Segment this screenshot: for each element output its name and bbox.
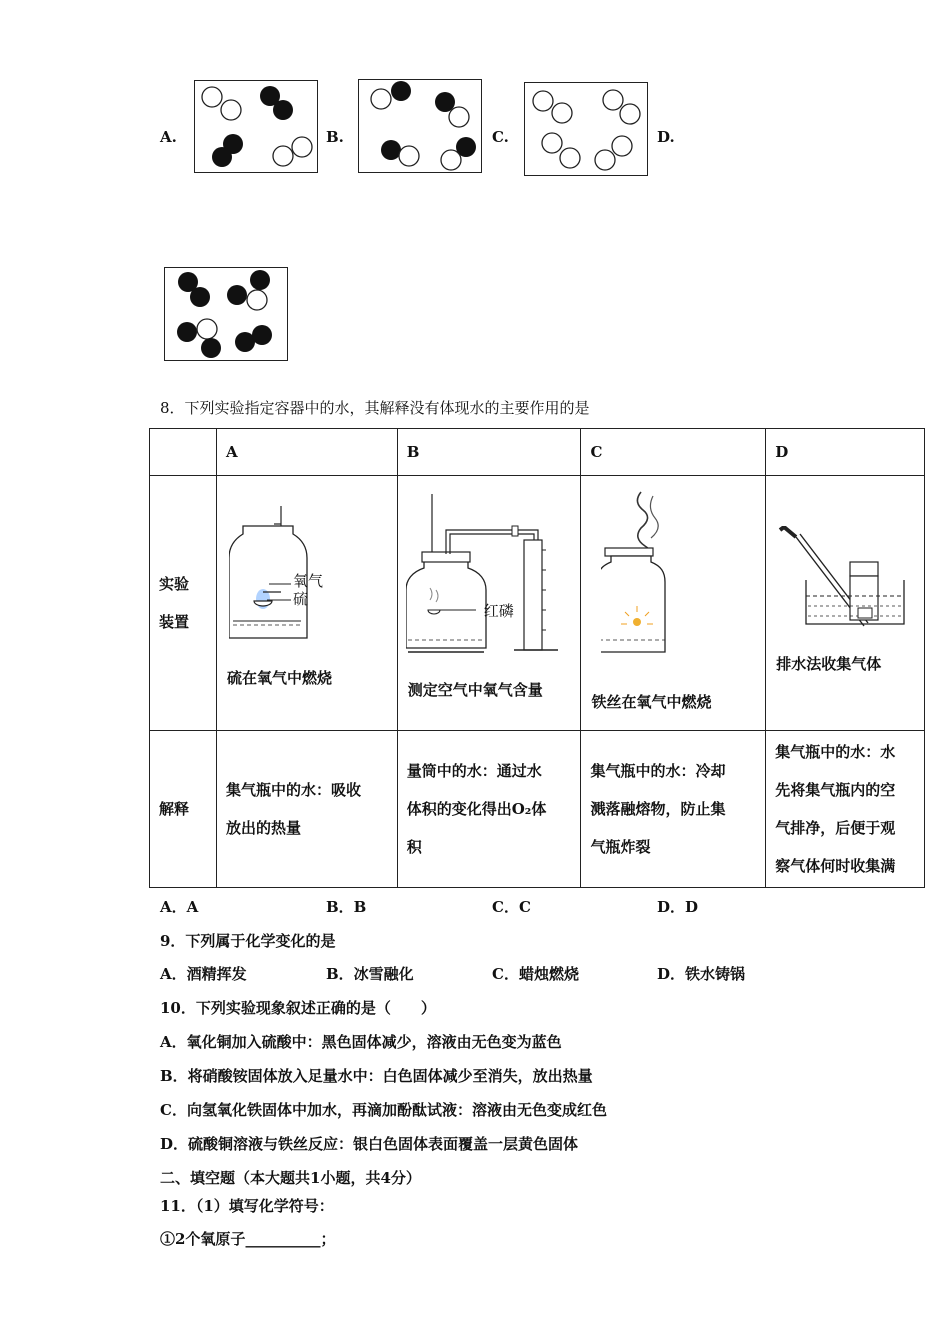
q7-option-c-label: C. (492, 128, 509, 146)
apparatus-a-cell (216, 476, 397, 731)
q8-answer-a[interactable]: A．A (160, 898, 199, 916)
caption-a: 硫在氧气中燃烧 (226, 669, 332, 687)
header-empty-cell (150, 429, 217, 476)
q8-title: 8．下列实验指定容器中的水，其解释没有体现水的主要作用的是 (160, 399, 590, 417)
q9-answer-c[interactable]: C．蜡烛燃烧 (492, 965, 579, 983)
q9-title: 9．下列属于化学变化的是 (160, 932, 336, 950)
explanation-line: 体积的变化得出O₂体 (406, 800, 547, 818)
experiment-table (149, 428, 925, 888)
apparatus-row (150, 476, 925, 731)
q7-option-c-diagram (524, 82, 648, 176)
label-sulfur: 硫 (292, 590, 308, 608)
explanation-c (581, 731, 766, 888)
q8-answer-c[interactable]: C．C (492, 898, 531, 916)
apparatus-c-cell (581, 476, 766, 731)
q11-item-1[interactable]: ①2个氧原子__________； (160, 1230, 336, 1248)
header-col-b: B (397, 429, 581, 476)
explanation-row-label: 解释 (150, 731, 217, 888)
q10-option-a[interactable]: A．氧化铜加入硫酸中：黑色固体减少，溶液由无色变为蓝色 (160, 1033, 562, 1051)
row-label-line: 实验 (159, 575, 190, 593)
q11-title: 11．（1）填写化学符号： (160, 1197, 334, 1215)
q9-answer-b[interactable]: B．冰雪融化 (326, 965, 414, 983)
explanation-line: 积 (406, 838, 422, 856)
caption-c: 铁丝在氧气中燃烧 (591, 693, 712, 711)
header-col-c: C (581, 429, 766, 476)
q10-option-b[interactable]: B．将硝酸铵固体放入足量水中：白色固体减少至消失，放出热量 (160, 1067, 593, 1085)
oxygen-content-figure (406, 490, 576, 665)
q10-option-c[interactable]: C．向氢氧化铁固体中加水，再滴加酚酞试液：溶液由无色变成红色 (160, 1101, 607, 1119)
explanation-row (150, 731, 925, 888)
explanation-line: 溅落融熔物，防止集 (590, 800, 726, 818)
apparatus-b-cell (397, 476, 581, 731)
q8-answer-d[interactable]: D．D (657, 898, 699, 916)
q8-answer-b[interactable]: B．B (326, 898, 367, 916)
explanation-line: 集气瓶中的水：吸收 (225, 781, 361, 799)
q7-option-b-diagram (358, 79, 482, 173)
caption-d: 排水法收集气体 (776, 655, 882, 673)
iron-combustion-figure (601, 486, 701, 656)
apparatus-row-label (150, 476, 217, 731)
q9-answer-a[interactable]: A．酒精挥发 (160, 965, 247, 983)
header-col-d: D (766, 429, 925, 476)
q7-option-a-diagram (194, 80, 318, 173)
q7-option-d-diagram (164, 267, 288, 361)
explanation-line: 气排净，后便于观 (775, 819, 896, 837)
particles-c-figure (525, 83, 647, 175)
apparatus-d-cell (766, 476, 925, 731)
particles-a-figure (195, 81, 317, 172)
table-header-row (150, 429, 925, 476)
q7-option-d-label: D. (657, 128, 675, 146)
explanation-line: 先将集气瓶内的空 (775, 781, 896, 799)
section-2-heading: 二、填空题（本大题共1小题，共4分） (160, 1169, 421, 1187)
particles-d-figure (165, 268, 287, 360)
explanation-line: 放出的热量 (225, 819, 301, 837)
label-oxygen: 氧气 (292, 572, 323, 590)
explanation-d (766, 731, 925, 888)
particles-b-figure (359, 80, 481, 172)
row-label-line: 装置 (159, 613, 190, 631)
explanation-line: 集气瓶中的水：冷却 (590, 762, 726, 780)
explanation-a (216, 731, 397, 888)
q10-title: 10．下列实验现象叙述正确的是（ ） (160, 999, 436, 1017)
water-displacement-figure (774, 526, 914, 646)
explanation-line: 察气体何时收集满 (775, 857, 896, 875)
label-red-phosphorus: 红磷 (483, 602, 514, 620)
q10-option-d[interactable]: D．硫酸铜溶液与铁丝反应：银白色固体表面覆盖一层黄色固体 (160, 1135, 579, 1153)
explanation-line: 量筒中的水：通过水 (406, 762, 542, 780)
q7-option-a-label: A. (160, 128, 177, 146)
explanation-line: 气瓶炸裂 (590, 838, 651, 856)
header-col-a: A (216, 429, 397, 476)
explanation-b (397, 731, 581, 888)
q7-option-b-label: B. (326, 128, 344, 146)
caption-b: 测定空气中氧气含量 (407, 681, 543, 699)
explanation-line: 集气瓶中的水：水 (775, 743, 896, 761)
q9-answer-d[interactable]: D．铁水铸锅 (657, 965, 746, 983)
